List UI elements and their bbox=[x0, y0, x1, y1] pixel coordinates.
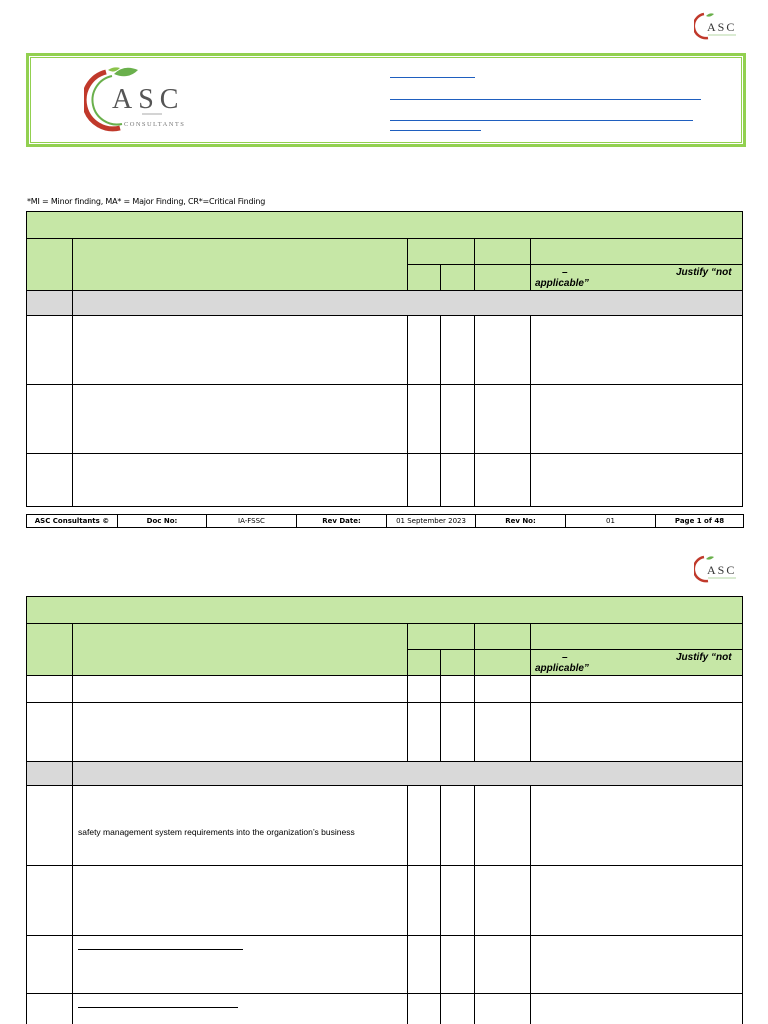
svg-text:ASC: ASC bbox=[707, 563, 737, 577]
header-link-line-4[interactable] bbox=[390, 130, 481, 131]
header-cell-yes-2 bbox=[407, 649, 441, 676]
header-cell-finding bbox=[474, 238, 531, 265]
footer-doc-no-label: Doc No: bbox=[118, 515, 207, 527]
header-cell-yes bbox=[407, 264, 441, 291]
header-cell-evidence-2 bbox=[530, 623, 743, 650]
header-justify-label-p2: Justify “not bbox=[676, 652, 732, 663]
section-row-number bbox=[26, 290, 73, 316]
header-cell-requirement-2 bbox=[72, 623, 408, 676]
header-dash-2: – bbox=[562, 652, 568, 663]
header-cell-finding-type bbox=[474, 264, 531, 291]
table-title-bar bbox=[26, 211, 743, 239]
header-cell-finding-type-2 bbox=[474, 649, 531, 676]
page-footer bbox=[26, 514, 744, 528]
header-link-line-1[interactable] bbox=[390, 77, 475, 78]
header-cell-compliance-2 bbox=[407, 623, 475, 650]
header-logo-small bbox=[694, 10, 742, 42]
footer-company: ASC Consultants © bbox=[27, 515, 118, 527]
section-row-title bbox=[72, 290, 743, 316]
header-cell-number bbox=[26, 238, 73, 291]
finding-legend: *MI = Minor finding, MA* = Major Finding, CR*=Critical Finding bbox=[27, 197, 266, 206]
requirement-text: safety management system requirements into the organization’s business bbox=[78, 827, 355, 837]
footer-rev-date-label: Rev Date: bbox=[297, 515, 387, 527]
header-justify-label-2: applicable” bbox=[535, 278, 589, 289]
footer-rev-no-label: Rev No: bbox=[476, 515, 566, 527]
header-justify-label: Justify “not bbox=[676, 267, 732, 278]
svg-text:ASC: ASC bbox=[707, 20, 737, 34]
footer-page-number: Page 1 of 48 bbox=[674, 517, 725, 525]
header-justify-label-2-p2: applicable” bbox=[535, 663, 589, 674]
header-cell-no bbox=[440, 264, 475, 291]
underline-blank-2 bbox=[78, 1007, 238, 1008]
section-row-title-2 bbox=[72, 761, 743, 786]
header-logo-small-page-2 bbox=[694, 553, 742, 585]
company-logo bbox=[84, 66, 204, 132]
header-link-line-3[interactable] bbox=[390, 120, 693, 121]
header-cell-finding-2 bbox=[474, 623, 531, 650]
logo-subtext: CONSULTANTS bbox=[124, 121, 186, 128]
header-cell-evidence bbox=[530, 238, 743, 265]
header-cell-no-2 bbox=[440, 649, 475, 676]
header-cell-compliance bbox=[407, 238, 475, 265]
underline-blank bbox=[78, 949, 243, 950]
footer-doc-no: IA-FSSC bbox=[207, 515, 297, 527]
footer-rev-no: 01 bbox=[566, 515, 656, 527]
table-title-bar-2 bbox=[26, 596, 743, 624]
header-cell-requirement bbox=[72, 238, 408, 291]
footer-rev-date: 01 September 2023 bbox=[387, 515, 476, 527]
header-cell-number-2 bbox=[26, 623, 73, 676]
section-row-number-2 bbox=[26, 761, 73, 786]
logo-text: ASC bbox=[112, 84, 185, 115]
header-dash: – bbox=[562, 267, 568, 278]
header-link-line-2[interactable] bbox=[390, 99, 701, 100]
